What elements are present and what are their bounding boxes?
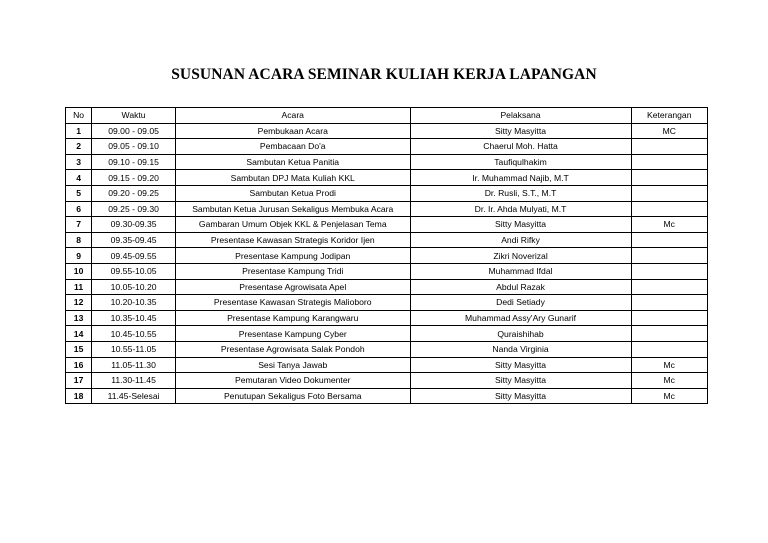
cell-keterangan: Mc: [631, 357, 707, 373]
cell-keterangan: [631, 279, 707, 295]
table-row: [66, 357, 708, 373]
cell-pelaksana: Dr. Ir. Ahda Mulyati, M.T: [410, 201, 631, 217]
cell-pelaksana: Sitty Masyitta: [410, 388, 631, 404]
header-waktu: Waktu: [92, 108, 176, 124]
cell-keterangan: [631, 154, 707, 170]
cell-no: 12: [66, 295, 92, 311]
table-body: [66, 123, 708, 404]
cell-acara: Pembukaan Acara: [175, 123, 410, 139]
cell-acara: Presentase Kampung Jodipan: [175, 248, 410, 264]
cell-no: 8: [66, 232, 92, 248]
cell-acara: Presentase Agrowisata Salak Pondoh: [175, 341, 410, 357]
cell-waktu: 09.10 - 09.15: [92, 154, 176, 170]
table-row: [66, 185, 708, 201]
cell-no: 6: [66, 201, 92, 217]
table-row: [66, 295, 708, 311]
cell-acara: Sambutan Ketua Jurusan Sekaligus Membuka Acara: [175, 201, 410, 217]
table-row: [66, 139, 708, 155]
header-pelaksana: Pelaksana: [410, 108, 631, 124]
cell-waktu: 09.30-09.35: [92, 217, 176, 233]
cell-waktu: 09.25 - 09.30: [92, 201, 176, 217]
cell-pelaksana: Muhammad Assy'Ary Gunarif: [410, 310, 631, 326]
cell-pelaksana: Sitty Masyitta: [410, 123, 631, 139]
cell-waktu: 09.45-09.55: [92, 248, 176, 264]
cell-keterangan: [631, 295, 707, 311]
cell-keterangan: [631, 170, 707, 186]
table-row: [66, 326, 708, 342]
cell-keterangan: [631, 185, 707, 201]
cell-pelaksana: Ir. Muhammad Najib, M.T: [410, 170, 631, 186]
table-row: [66, 154, 708, 170]
cell-keterangan: MC: [631, 123, 707, 139]
cell-acara: Sesi Tanya Jawab: [175, 357, 410, 373]
table-row: [66, 123, 708, 139]
cell-no: 2: [66, 139, 92, 155]
cell-acara: Pemutaran Video Dokumenter: [175, 373, 410, 389]
cell-pelaksana: Dedi Setiady: [410, 295, 631, 311]
cell-pelaksana: Dr. Rusli, S.T., M.T: [410, 185, 631, 201]
cell-no: 1: [66, 123, 92, 139]
cell-waktu: 09.35-09.45: [92, 232, 176, 248]
cell-no: 5: [66, 185, 92, 201]
cell-no: 7: [66, 217, 92, 233]
cell-waktu: 10.05-10.20: [92, 279, 176, 295]
header-acara: Acara: [175, 108, 410, 124]
cell-acara: Pembacaan Do'a: [175, 139, 410, 155]
cell-pelaksana: Quraishihab: [410, 326, 631, 342]
header-keterangan: Keterangan: [631, 108, 707, 124]
cell-acara: Presentase Kawasan Strategis Malioboro: [175, 295, 410, 311]
cell-keterangan: [631, 232, 707, 248]
cell-keterangan: [631, 248, 707, 264]
cell-keterangan: Mc: [631, 217, 707, 233]
cell-no: 11: [66, 279, 92, 295]
cell-keterangan: Mc: [631, 388, 707, 404]
cell-acara: Sambutan DPJ Mata Kuliah KKL: [175, 170, 410, 186]
cell-waktu: 11.05-11.30: [92, 357, 176, 373]
cell-waktu: 09.00 - 09.05: [92, 123, 176, 139]
cell-no: 16: [66, 357, 92, 373]
cell-pelaksana: Zikri Noverizal: [410, 248, 631, 264]
cell-waktu: 09.05 - 09.10: [92, 139, 176, 155]
cell-waktu: 09.15 - 09.20: [92, 170, 176, 186]
table-row: [66, 310, 708, 326]
cell-pelaksana: Sitty Masyitta: [410, 373, 631, 389]
table-row: [66, 217, 708, 233]
cell-keterangan: [631, 341, 707, 357]
cell-no: 4: [66, 170, 92, 186]
cell-acara: Gambaran Umum Objek KKL & Penjelasan Tema: [175, 217, 410, 233]
cell-pelaksana: Sitty Masyitta: [410, 217, 631, 233]
cell-no: 18: [66, 388, 92, 404]
table-row: [66, 170, 708, 186]
cell-acara: Presentase Agrowisata Apel: [175, 279, 410, 295]
table-row: [66, 373, 708, 389]
table-row: [66, 279, 708, 295]
cell-no: 3: [66, 154, 92, 170]
cell-pelaksana: Taufiqulhakim: [410, 154, 631, 170]
table-row: [66, 201, 708, 217]
cell-pelaksana: Nanda Virginia: [410, 341, 631, 357]
cell-waktu: 10.35-10.45: [92, 310, 176, 326]
table-row: [66, 341, 708, 357]
cell-acara: Sambutan Ketua Prodi: [175, 185, 410, 201]
cell-pelaksana: Chaerul Moh. Hatta: [410, 139, 631, 155]
cell-acara: Presentase Kampung Tridi: [175, 263, 410, 279]
table-row: [66, 232, 708, 248]
cell-keterangan: [631, 310, 707, 326]
table-header-row: [66, 108, 708, 124]
cell-waktu: 11.45-Selesai: [92, 388, 176, 404]
cell-no: 9: [66, 248, 92, 264]
cell-no: 13: [66, 310, 92, 326]
page-title: SUSUNAN ACARA SEMINAR KULIAH KERJA LAPANGAN: [171, 66, 597, 83]
cell-keterangan: Mc: [631, 373, 707, 389]
cell-pelaksana: Sitty Masyitta: [410, 357, 631, 373]
cell-pelaksana: Andi Rifky: [410, 232, 631, 248]
cell-acara: Sambutan Ketua Panitia: [175, 154, 410, 170]
cell-no: 17: [66, 373, 92, 389]
cell-keterangan: [631, 201, 707, 217]
cell-acara: Penutupan Sekaligus Foto Bersama: [175, 388, 410, 404]
cell-waktu: 09.20 - 09.25: [92, 185, 176, 201]
cell-waktu: 10.20-10.35: [92, 295, 176, 311]
cell-no: 15: [66, 341, 92, 357]
agenda-table: [65, 107, 708, 404]
cell-pelaksana: Abdul Razak: [410, 279, 631, 295]
cell-waktu: 10.55-11.05: [92, 341, 176, 357]
cell-no: 14: [66, 326, 92, 342]
cell-acara: Presentase Kampung Cyber: [175, 326, 410, 342]
cell-no: 10: [66, 263, 92, 279]
cell-waktu: 10.45-10.55: [92, 326, 176, 342]
header-no: No: [66, 108, 92, 124]
cell-keterangan: [631, 139, 707, 155]
cell-acara: Presentase Kawasan Strategis Koridor Ijen: [175, 232, 410, 248]
cell-acara: Presentase Kampung Karangwaru: [175, 310, 410, 326]
cell-pelaksana: Muhammad Ifdal: [410, 263, 631, 279]
cell-keterangan: [631, 263, 707, 279]
cell-keterangan: [631, 326, 707, 342]
table-row: [66, 263, 708, 279]
cell-waktu: 11.30-11.45: [92, 373, 176, 389]
cell-waktu: 09.55-10.05: [92, 263, 176, 279]
table-row: [66, 248, 708, 264]
table-row: [66, 388, 708, 404]
